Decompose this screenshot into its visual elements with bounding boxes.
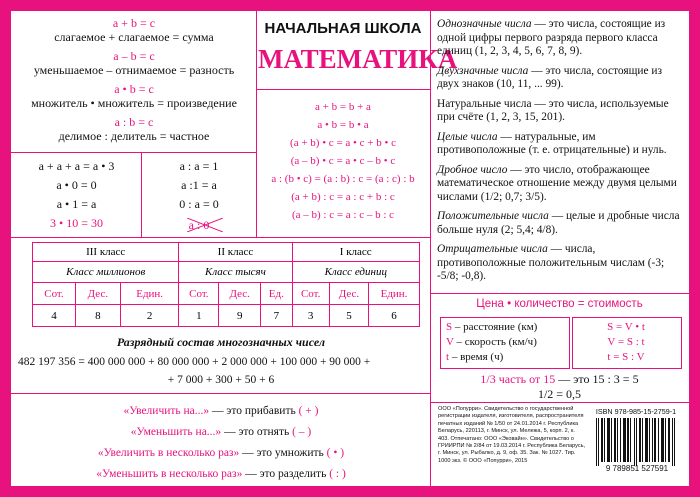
place-head: Сот. [33,283,76,305]
class-header: II класс [179,243,292,262]
laws [258,101,428,222]
place-digit: 6 [369,305,420,327]
definition-text: — это числа, состоящие из двух знаков (10, 11, ... 99). [437,64,663,90]
composition-line-2: + 7 000 + 300 + 50 + 6 [167,374,275,386]
divider [141,152,142,237]
class-label: Класс единиц [292,262,419,283]
division-props [144,159,254,234]
isbn: ISBN 978-985-15-2759-1 [595,407,677,416]
operation-words: множитель • множитель = произведение [31,96,237,110]
fraction-line-1 [432,372,687,387]
place-head: Сот. [179,283,219,305]
definition-text: — числа, противоположные положительным числам (-3; -5/8; -0,8). [437,243,665,282]
barcode-icon [592,418,682,466]
operations [14,16,254,143]
definition-term: Целые числа [437,130,498,143]
phrase-text: — это умножить [239,447,327,459]
operation-formula: a • b = c [114,82,154,96]
composition-title: Разрядный состав многозначных чисел [116,335,326,349]
publisher-info: ООО «Попурри». Свидетельство о государственной регистрации издателя, изготовителя, распространителя печатных изданий № 1/50 от 24.01.2014 г. Республика Беларусь, 220113, г. Минск, ул. Мележа, 5, корп. 2, к. 403. Отпечатано: ООО «Эковайн». Свидетельство о ГРИИРПИ № 2/84 от 19.03.2014 г. Республика Беларусь, г. Минск, ул. Рыбалко, д. 9, оф. 35. Зак. № 1027. Тир. 1000 экз. © ООО «Попурри», 2015 [438,406,586,464]
place-digit: 9 [219,305,261,327]
motion-desc: – расстояние (км) [452,321,538,333]
divider [430,11,431,486]
law-line: a • b = b • a [317,119,369,131]
prop-line-forbidden [189,218,210,232]
place-value-table [32,242,420,327]
strike-cross-icon [187,218,223,232]
prop-line: 3 • 10 = 30 [50,216,103,230]
class-header: I класс [292,243,419,262]
operation-words: уменьшаемое – отнимаемое = разность [33,63,235,77]
definition-text: — это число, отображающее математическое отношение между двумя целыми числами (1/2; 0,7; 3/5). [437,163,677,203]
phrase-quote: «Увеличить на...» [123,405,210,417]
motion-formulas [574,320,678,365]
prop-line: 0 : a = 0 [179,197,219,211]
law-line: (a – b) : c = a : c – b : c [291,209,395,221]
page-title: МАТЕМАТИКА [258,44,458,74]
operation-words: делимое : делитель = частное [58,129,210,143]
place-head: Дес. [329,283,368,305]
motion-symbol: S [446,321,453,333]
place-head: Дес. [75,283,120,305]
divider [11,237,430,238]
operation-formula: a – b = c [113,49,155,63]
divider [256,11,257,237]
divider [11,152,256,153]
divider [11,393,430,394]
definition-term: Дробное число [437,163,508,176]
motion-item [446,335,568,350]
motion-desc: – скорость (км/ч) [453,336,537,348]
phrase-quote: «Уменьшить в несколько раз» [96,468,243,480]
law-line: (a + b) • c = a • c + b • c [290,137,396,149]
class-label: Класс тысяч [179,262,292,283]
phrase-quote: «Уменьшить на...» [130,426,222,438]
motion-item [446,320,568,335]
divider [430,402,689,403]
prop-line: a + a + a = a • 3 [38,159,115,173]
place-head: Един. [120,283,179,305]
multiplication-props [14,159,139,230]
fraction-part: 1/3 часть от 15 [480,372,556,386]
phrase-op: ( • ) [326,447,345,459]
place-digit: 2 [120,305,179,327]
motion-desc: – время (ч) [449,351,504,363]
operation-words: слагаемое + слагаемое = сумма [54,30,214,44]
phrase-text: — это прибавить [209,405,299,417]
law-line: a : (b • c) = (a : b) : c = (a : c) : b [271,173,415,185]
law-line: (a + b) : c = a : c + b : c [291,191,395,203]
motion-symbol: t [446,351,450,363]
definition [437,164,683,205]
fraction-result: — это 15 : 3 = 5 [555,372,639,386]
place-head: Един. [369,283,420,305]
law-line: (a – b) • c = a • c – b • c [290,155,396,167]
place-head: Ед. [261,283,292,305]
definition [437,131,683,158]
phrase-op: ( + ) [298,405,319,417]
definition [437,210,683,237]
definition [437,18,683,59]
composition-line-1: 482 197 356 = 400 000 000 + 80 000 000 + 2 000 000 + 100 000 + 90 000 + [18,356,371,368]
definition [437,65,683,92]
prop-line: a • 1 = a [56,197,97,211]
place-head: Дес. [219,283,261,305]
motion-formula: t = S : V [607,351,645,363]
definition-term: Двухзначные числа [437,64,529,77]
subtitle: НАЧАЛЬНАЯ ШКОЛА [264,20,422,37]
law-line: a + b = b + a [315,101,371,113]
definition-text: — натуральные, им противоположные (т. е. отрицательные) и нуль. [437,130,667,156]
barcode-number: 9 789851 527591 [605,464,669,473]
divider [256,89,430,90]
operation-formula: a + b = c [112,16,156,30]
motion-item [446,350,568,365]
place-head: Сот. [292,283,329,305]
phrase [14,443,428,464]
motion-symbol: V [446,336,454,348]
phrase [14,464,428,485]
forbidden-expression: a : 0 [188,218,210,232]
phrases [14,401,428,485]
class-header: III класс [33,243,179,262]
place-digit: 1 [179,305,219,327]
definitions [437,18,683,290]
definition-text: — целые и дробные числа больше нуля (2; 5,4; 4/8). [437,210,680,236]
phrase-text: — это разделить [242,468,330,480]
definition-text: Натуральные числа — это числа, используемые при счёте (1, 2, 3, 15, 201). [437,97,669,123]
definition-term: Положительные числа [437,210,549,222]
motion-formula: V = S : t [607,336,645,348]
place-digit: 3 [292,305,329,327]
operation-formula: a : b = c [114,115,154,129]
definition [437,98,683,125]
place-digit: 8 [75,305,120,327]
phrase-text: — это отнять [221,426,293,438]
prop-line: a : a = 1 [179,159,219,173]
place-digit: 7 [261,305,292,327]
fraction-line-2: 1/2 = 0,5 [537,387,582,401]
definition [437,243,683,284]
place-digit: 4 [33,305,76,327]
divider [430,293,689,294]
prop-line: a :1 = a [181,178,217,192]
barcode [592,418,682,473]
cost-formula: Цена • количество = стоимость [476,298,643,310]
phrase [14,422,428,443]
place-digit: 5 [329,305,368,327]
definition-term: Однозначные числа [437,18,532,30]
phrase-op: ( – ) [292,426,312,438]
definition-term: Отрицательные числа [437,243,548,255]
prop-line: a • 0 = 0 [56,178,97,192]
phrase [14,401,428,422]
phrase-quote: «Увеличить в несколько раз» [97,447,240,459]
class-label: Класс миллионов [33,262,179,283]
motion-formula: S = V • t [607,321,645,333]
motion-legend [446,320,568,365]
phrase-op: ( : ) [329,468,346,480]
definition-text: — это числа, состоящие из одной цифры первого разряда первого класса единиц (1, 2, 3, 4, 5, 6, 7, 8, 9). [437,18,666,57]
